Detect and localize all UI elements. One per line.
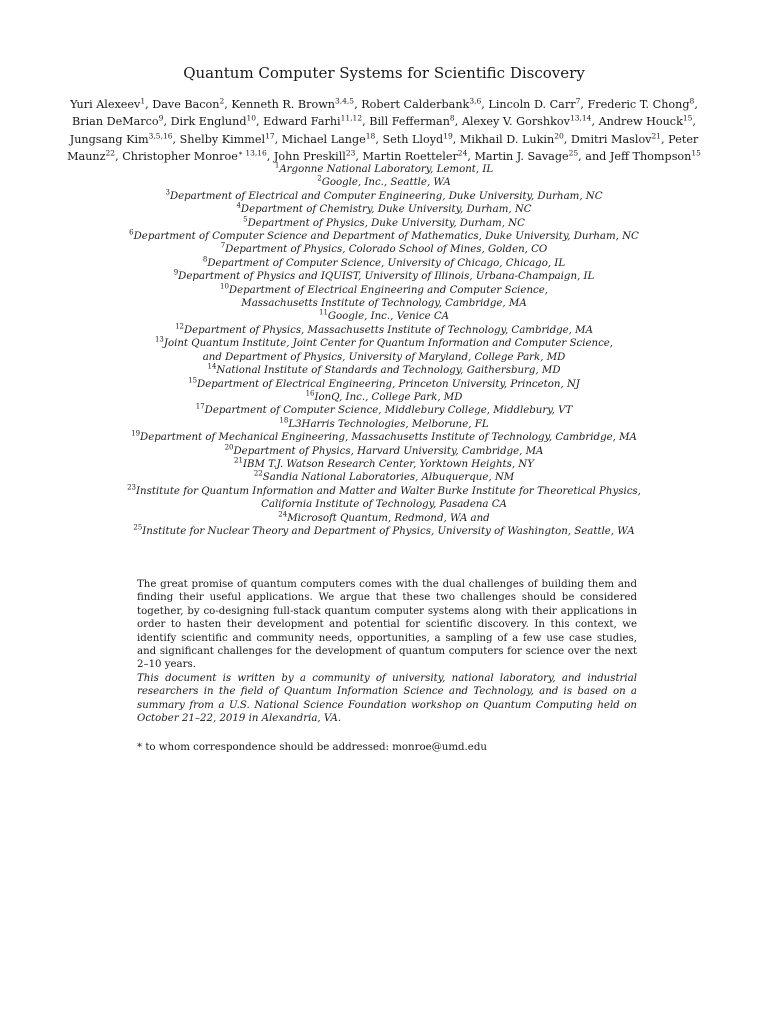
correspondence-note: * to whom correspondence should be addressed: monroe@umd.edu bbox=[137, 742, 487, 753]
author bbox=[152, 98, 224, 111]
affiliation-text: Google, Inc., Seattle, WA bbox=[321, 177, 451, 189]
author-name: Michael Lange bbox=[281, 132, 366, 146]
affiliation-text: Department of Computer Science, Middlebury College, Middlebury, VT bbox=[204, 405, 573, 417]
author-affiliation-marker: 18 bbox=[365, 130, 376, 140]
affiliation-text: Microsoft Quantum, Redmond, WA and bbox=[287, 512, 490, 524]
affiliation-number: 18 bbox=[279, 416, 289, 425]
affiliation-number: 19 bbox=[131, 429, 141, 438]
author-affiliation-marker: 2 bbox=[219, 96, 225, 106]
author-name: Martin Roetteler bbox=[362, 149, 458, 163]
author bbox=[361, 98, 481, 111]
author bbox=[459, 130, 564, 146]
author bbox=[179, 130, 275, 146]
affiliation-number: 7 bbox=[220, 242, 226, 251]
affiliation-number: 24 bbox=[278, 510, 288, 519]
author-name: Martin J. Savage bbox=[474, 149, 569, 163]
affiliation-text: and Department of Physics, University of Maryland, College Park, MD bbox=[202, 351, 566, 363]
author-name: Shelby Kimmel bbox=[179, 132, 266, 146]
affiliation-number: 8 bbox=[202, 255, 208, 264]
author-name: Alexey V. Gorshkov bbox=[461, 115, 570, 129]
affiliation-number: 16 bbox=[305, 389, 315, 398]
author bbox=[171, 115, 256, 128]
author-name: Dirk Englund bbox=[170, 115, 247, 129]
affiliation-text: Department of Mechanical Engineering, Massachusetts Institute of Technology, Cambridge, MA bbox=[140, 432, 637, 444]
author-affiliation-marker: 23 bbox=[345, 148, 356, 158]
affiliation-line bbox=[72, 243, 696, 256]
affiliation-text: Department of Physics, Colorado School of Mines, Golden, CO bbox=[225, 244, 548, 256]
author-name: Dave Bacon bbox=[152, 98, 220, 111]
affiliation-line bbox=[72, 471, 696, 484]
author-affiliation-marker: 19 bbox=[443, 130, 453, 140]
author bbox=[122, 150, 267, 163]
affiliation-number: 15 bbox=[188, 376, 198, 385]
affiliation-line bbox=[72, 217, 696, 230]
affiliation-text: Department of Physics, Massachusetts Institute of Technology, Cambridge, MA bbox=[183, 324, 593, 336]
author-affiliation-marker: 7 bbox=[575, 96, 581, 106]
author-name: Jeff Thompson bbox=[609, 149, 692, 163]
author bbox=[610, 150, 701, 163]
author-affiliation-marker: 10 bbox=[246, 113, 257, 123]
affiliation-text: California Institute of Technology, Pasadena CA bbox=[261, 499, 507, 511]
author-affiliation-marker: 13,14 bbox=[569, 113, 592, 123]
affiliation-text: National Institute of Standards and Technology, Gaithersburg, MD bbox=[216, 365, 561, 377]
workshop-note: This document is written by a community of university, national laboratory, and industrial researchers in the field of Quantum Information Science and Technology, and is based on a summary from a U.S. National Science Foundation workshop on Quantum Computing held on October 21–22, 2019 in Alexandria, VA. bbox=[137, 673, 637, 725]
affiliation-number: 12 bbox=[175, 322, 184, 331]
author-affiliation-marker: 3,6 bbox=[469, 96, 482, 106]
author bbox=[599, 115, 693, 128]
affiliation-text: Institute for Nuclear Theory and Department of Physics, University of Washington, Seattle, WA bbox=[142, 525, 635, 537]
affiliation-line bbox=[72, 431, 696, 444]
affiliation-line bbox=[72, 404, 696, 417]
affiliation-text: Department of Computer Science and Department of Mathematics, Duke University, Durham, NC bbox=[133, 231, 639, 243]
author-name: Andrew Houck bbox=[598, 115, 683, 129]
affiliation-text: Department of Chemistry, Duke University, Durham, NC bbox=[240, 204, 532, 216]
affiliation-line bbox=[72, 391, 696, 404]
affiliation-line bbox=[72, 284, 696, 297]
affiliation-number: 13 bbox=[154, 335, 164, 344]
author bbox=[231, 98, 354, 111]
author-name: Robert Calderbank bbox=[361, 98, 470, 111]
affiliation-text: Department of Electrical and Computer Engineering, Duke University, Durham, NC bbox=[169, 190, 603, 202]
affiliation-line bbox=[72, 324, 696, 337]
affiliation-line bbox=[72, 230, 696, 243]
affiliation-text: Argonne National Laboratory, Lemont, IL bbox=[279, 164, 494, 175]
author-name: Peter Maunz bbox=[67, 132, 699, 163]
affiliation-number: 20 bbox=[224, 443, 234, 452]
affiliation-number: 1 bbox=[274, 161, 280, 170]
author bbox=[69, 130, 173, 146]
affiliation-list bbox=[72, 163, 696, 538]
author bbox=[570, 130, 662, 146]
affiliation-number: 17 bbox=[195, 402, 205, 411]
affiliation-line bbox=[72, 458, 696, 471]
author bbox=[363, 150, 468, 163]
affiliation-text: Massachusetts Institute of Technology, Cambridge, MA bbox=[241, 298, 527, 310]
author bbox=[281, 130, 376, 146]
author bbox=[474, 150, 578, 163]
author bbox=[274, 150, 356, 163]
affiliation-number: 5 bbox=[243, 215, 248, 224]
author-affiliation-marker: 15 bbox=[682, 113, 693, 123]
affiliation-text: Department of Physics, Duke University, Durham, NC bbox=[247, 217, 525, 229]
affiliation-text: Institute for Quantum Information and Matter and Walter Burke Institute for Theoretical Physics, bbox=[136, 485, 641, 497]
author-name: Yuri Alexeev bbox=[70, 98, 141, 111]
affiliation-text: Google, Inc., Venice CA bbox=[327, 311, 449, 323]
author-conjunction: and bbox=[585, 149, 607, 163]
affiliation-line bbox=[72, 364, 696, 377]
affiliation-text: Joint Quantum Institute, Joint Center for Quantum Information and Computer Science, bbox=[163, 338, 614, 350]
affiliation-text: Department of Computer Science, University of Chicago, Chicago, IL bbox=[207, 257, 566, 269]
affiliation-line bbox=[72, 203, 696, 216]
affiliation-text: Department of Physics and IQUIST, University of Illinois, Urbana-Champaign, IL bbox=[178, 271, 595, 283]
affiliation-line bbox=[72, 310, 696, 323]
author-affiliation-marker: 24 bbox=[457, 148, 468, 158]
affiliation-line bbox=[72, 337, 696, 350]
author-affiliation-marker: 21 bbox=[651, 130, 662, 140]
affiliation-line bbox=[72, 351, 696, 364]
affiliation-line bbox=[72, 297, 696, 310]
author bbox=[369, 115, 454, 128]
affiliation-text: Department of Physics, Harvard University, Cambridge, MA bbox=[233, 445, 544, 457]
affiliation-number: 11 bbox=[318, 309, 328, 318]
affiliation-text: Sandia National Laboratories, Albuquerque, NM bbox=[262, 472, 515, 484]
author-affiliation-marker: 3,4,5 bbox=[335, 96, 355, 106]
affiliation-text: IonQ, Inc., College Park, MD bbox=[314, 391, 463, 403]
affiliation-line bbox=[72, 257, 696, 270]
author-affiliation-marker: 17 bbox=[265, 130, 275, 140]
author-name: Lincoln D. Carr bbox=[488, 98, 576, 111]
author-affiliation-marker: ∗ 13,16 bbox=[237, 148, 267, 158]
affiliation-number: 6 bbox=[129, 228, 134, 237]
author-name: Edward Farhi bbox=[263, 115, 341, 129]
affiliation-number: 22 bbox=[253, 469, 263, 478]
author bbox=[488, 98, 580, 111]
affiliation-line bbox=[72, 512, 696, 525]
affiliation-line bbox=[72, 498, 696, 511]
author bbox=[263, 115, 362, 128]
affiliation-number: 9 bbox=[173, 268, 179, 277]
author-affiliation-marker: 22 bbox=[105, 148, 116, 158]
author-affiliation-marker: 8 bbox=[449, 113, 455, 123]
author bbox=[382, 130, 453, 146]
author bbox=[72, 115, 163, 128]
author-name: Jungsang Kim bbox=[69, 132, 149, 146]
author-name: Brian DeMarco bbox=[72, 115, 159, 129]
affiliation-number: 10 bbox=[220, 282, 229, 291]
affiliation-number: 14 bbox=[207, 362, 217, 371]
affiliation-line bbox=[72, 485, 696, 498]
affiliation-number: 21 bbox=[234, 456, 243, 465]
author-name: Christopher Monroe bbox=[122, 149, 238, 163]
author-name: Seth Lloyd bbox=[382, 132, 444, 146]
affiliation-number: 25 bbox=[133, 523, 143, 532]
affiliation-number: 2 bbox=[317, 175, 322, 184]
affiliation-line bbox=[72, 445, 696, 458]
affiliation-text: Department of Electrical Engineering and Computer Science, bbox=[228, 284, 548, 296]
author bbox=[70, 98, 145, 111]
abstract: The great promise of quantum computers comes with the dual challenges of building them and finding their useful applications. We argue that these two challenges should be considered together, by co-designing full-stack quantum computer systems along with their applications in order to hasten their development and potential for scientific discovery. In this context, we identify scientific and community needs, opportunities, a sampling of a few use case studies, and significant challenges for the development of quantum computers for science over the next 2–10 years. bbox=[137, 579, 637, 671]
author-affiliation-marker: 8 bbox=[689, 96, 695, 106]
affiliation-number: 4 bbox=[236, 201, 241, 210]
affiliation-line bbox=[72, 190, 696, 203]
author bbox=[462, 115, 592, 128]
author-name: Kenneth R. Brown bbox=[231, 98, 335, 111]
affiliation-text: L3Harris Technologies, Melborune, FL bbox=[288, 418, 489, 430]
affiliation-line bbox=[72, 378, 696, 391]
author-affiliation-marker: 3,5,16 bbox=[148, 130, 173, 140]
author-affiliation-marker: 15 bbox=[691, 148, 701, 158]
affiliation-text: Department of Electrical Engineering, Princeton University, Princeton, NJ bbox=[197, 378, 580, 390]
affiliation-text: IBM T.J. Watson Research Center, Yorktown Heights, NY bbox=[242, 458, 534, 470]
author-affiliation-marker: 1 bbox=[140, 96, 146, 106]
author-list: Yuri Alexeev$^1$, Dave Bacon$^2$, Kenneth R. Brown$^{3,4,5}$, Robert Calderbank$^{3,6}$, Lincoln D. Carr$^7$, Frederic T. Chong$^8$, Brian DeMarco$^9$, Dirk Englund$^{10}$, Edward Farhi$^{11,12}$, Bill Fefferman$^8$, Alexey V. Gorshkov$^{13,14}$, Andrew Houck$^{15}$, Jungsang Kim$^{3,5,16}$, Shelby Kimmel$^{17}$, Michael Lange$^{18}$, Seth Lloyd$^{19}$, Mikhail D. Lukin$^{20}$, Dmitri Maslov$^{21}$, Peter Maunz$^{22}$, Christopher Monroe$^{∗ 13,16}$, John Preskill$^{23}$, Martin Roetteler$^{24}$, Martin J. Savage$^{25}$, and Jeff Thompson$^{15}$ bbox=[67, 96, 701, 163]
author-affiliation-marker: 9 bbox=[158, 113, 164, 123]
affiliation-line bbox=[72, 525, 696, 538]
author bbox=[587, 98, 694, 111]
affiliation-line bbox=[72, 418, 696, 431]
author-affiliation-marker: 25 bbox=[568, 148, 579, 158]
author-name: John Preskill bbox=[273, 149, 346, 163]
affiliation-line bbox=[72, 270, 696, 283]
author-affiliation-marker: 11,12 bbox=[340, 113, 363, 123]
affiliation-line bbox=[72, 163, 696, 176]
affiliation-number: 23 bbox=[127, 483, 137, 492]
affiliation-number: 3 bbox=[165, 188, 170, 197]
author-affiliation-marker: 20 bbox=[554, 130, 564, 140]
author-name: Frederic T. Chong bbox=[587, 98, 690, 111]
author-name: Dmitri Maslov bbox=[570, 132, 652, 146]
paper-title: Quantum Computer Systems for Scientific Discovery bbox=[183, 64, 585, 82]
author-name: Bill Fefferman bbox=[369, 115, 450, 129]
author-name: Mikhail D. Lukin bbox=[459, 132, 555, 146]
